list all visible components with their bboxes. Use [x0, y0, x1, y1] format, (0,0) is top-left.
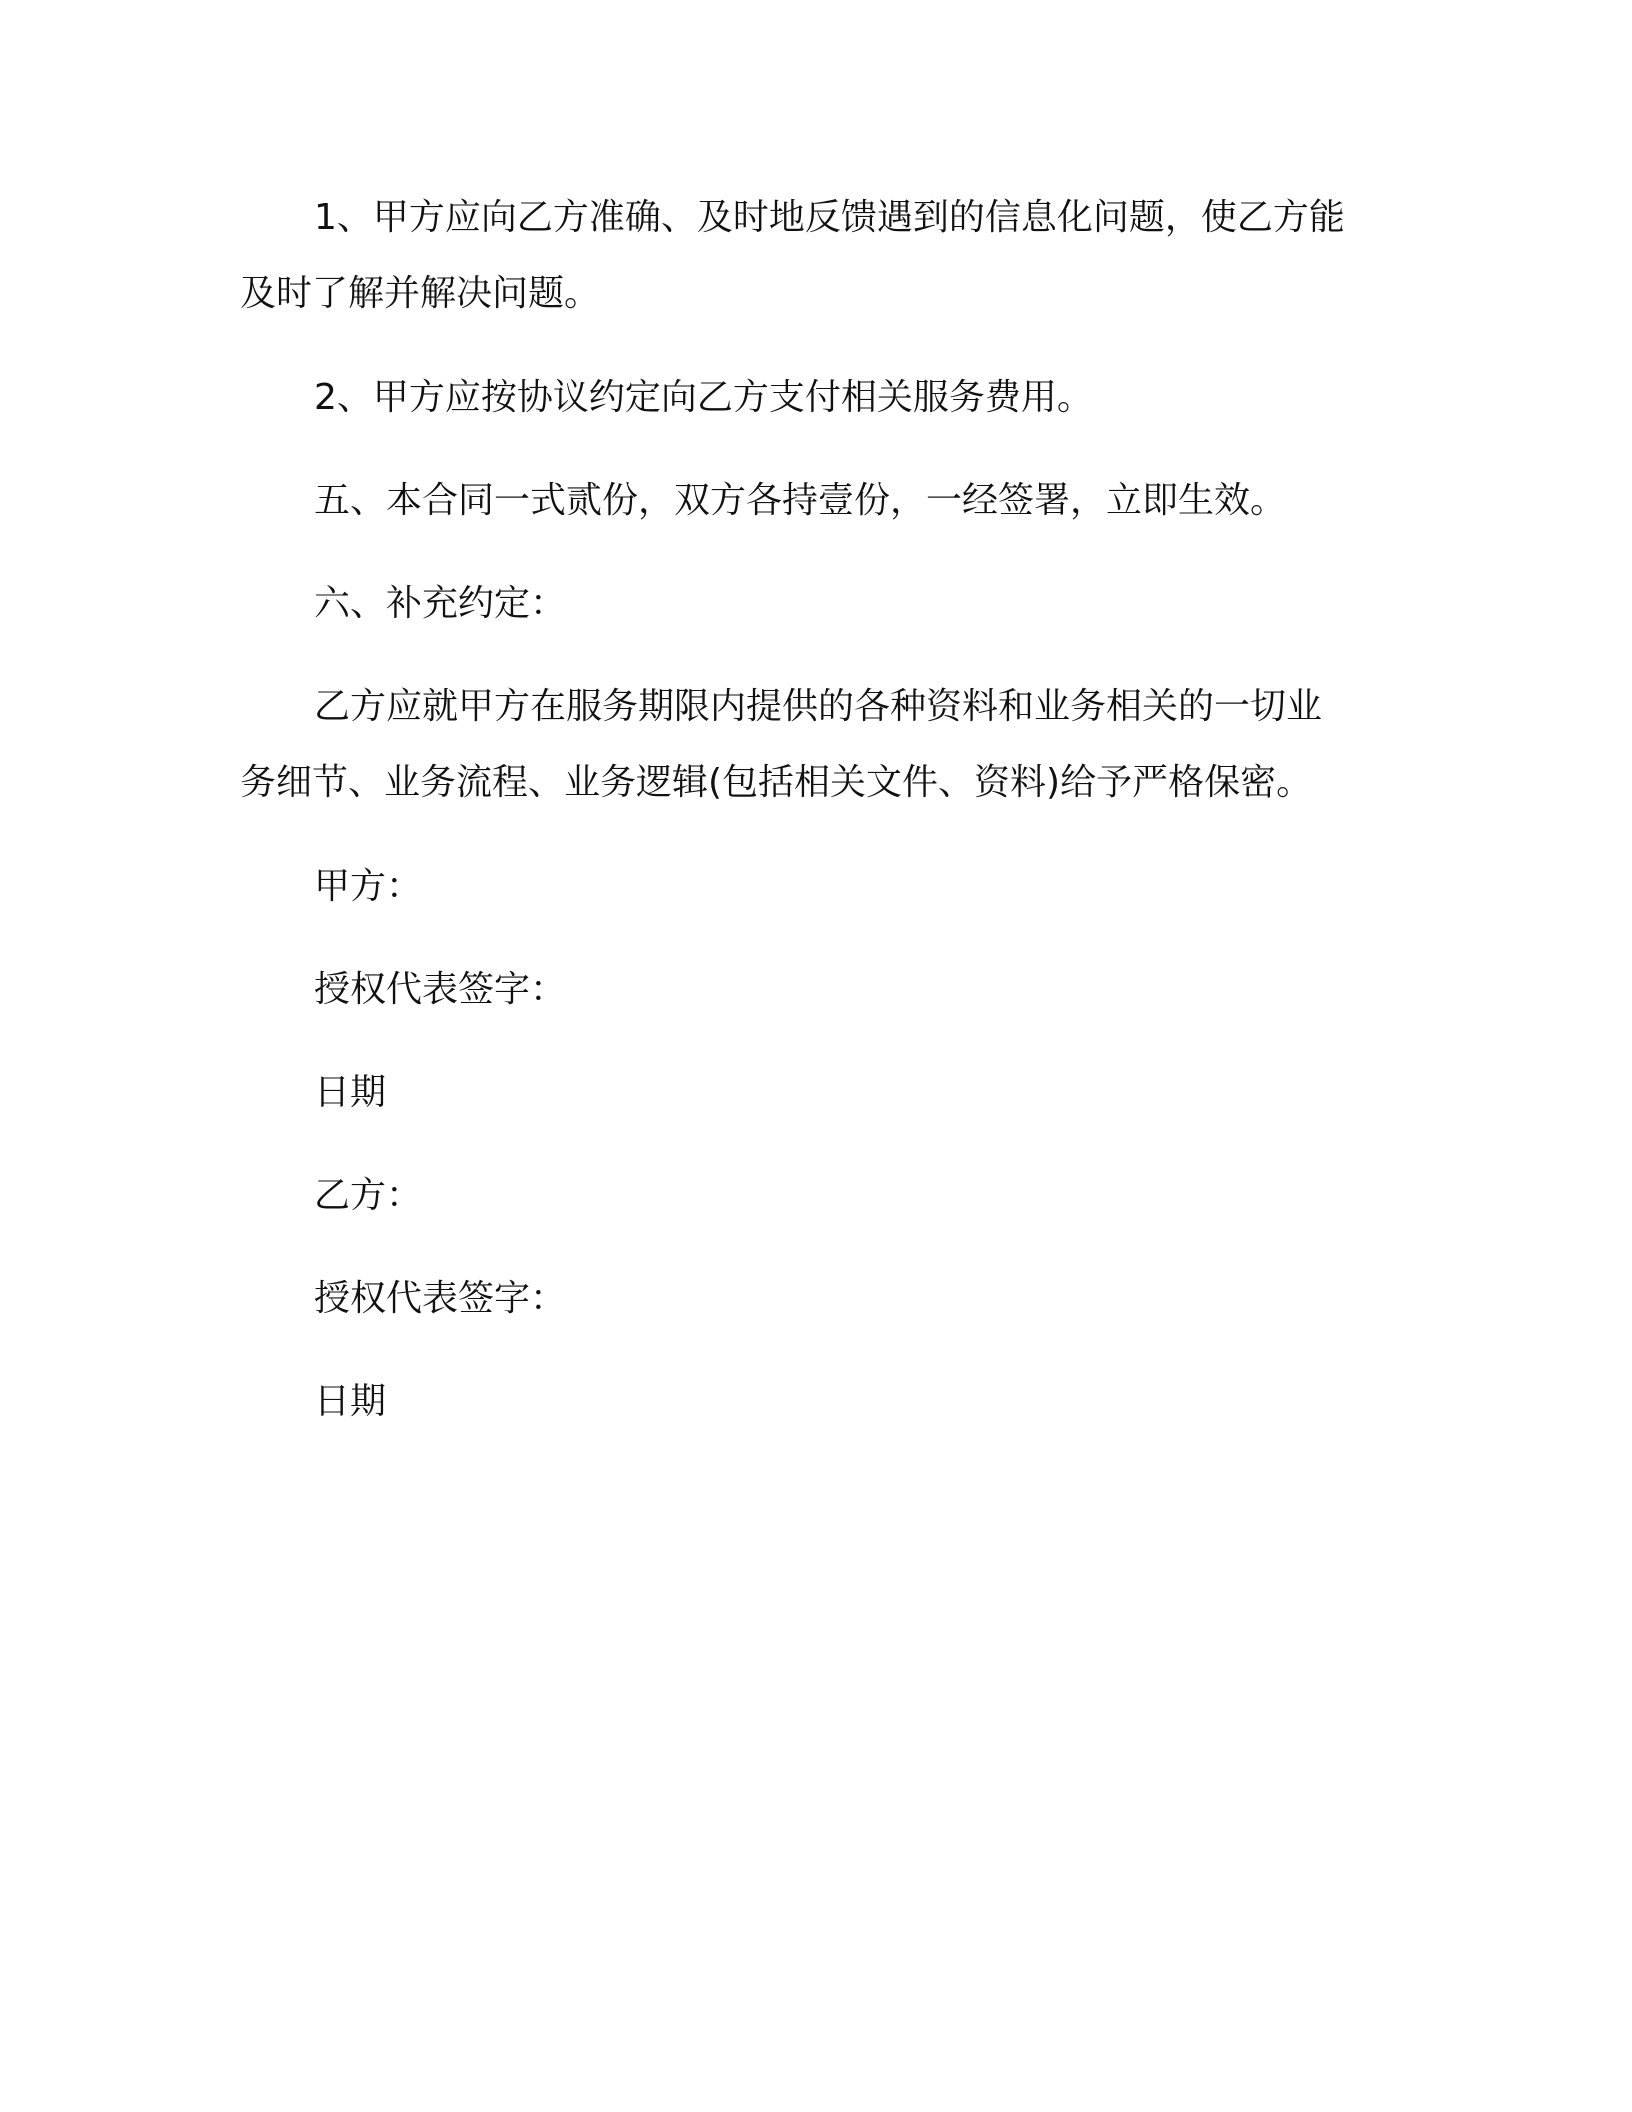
paragraph-line: 1、甲方应向乙方准确、及时地反馈遇到的信息化问题，使乙方能 — [314, 197, 1345, 238]
obligation-2-paragraph — [240, 360, 1380, 436]
paragraph-line: 务细节、业务流程、业务逻辑(包括相关文件、资料)给予严格保密。 — [240, 762, 1313, 803]
paragraph-line: 六、补充约定： — [314, 583, 567, 624]
party-a-label: 甲方： — [314, 866, 423, 907]
paragraph-line: 及时了解并解决问题。 — [240, 273, 601, 314]
party-b-label: 乙方： — [314, 1175, 423, 1216]
party-b-date-label: 日期 — [314, 1381, 387, 1422]
clause-6-body-paragraph — [240, 669, 1380, 821]
obligation-1-paragraph — [240, 180, 1380, 332]
clause-6-heading — [240, 566, 1380, 642]
paragraph-line: 乙方应就甲方在服务期限内提供的各种资料和业务相关的一切业 — [314, 686, 1323, 727]
clause-5-paragraph — [240, 463, 1380, 539]
party-b-signature-label: 授权代表签字： — [314, 1278, 567, 1319]
paragraph-line: 2、甲方应按协议约定向乙方支付相关服务费用。 — [314, 377, 1093, 418]
party-a-signature-label: 授权代表签字： — [314, 969, 567, 1010]
paragraph-line: 五、本合同一式贰份，双方各持壹份，一经签署，立即生效。 — [314, 480, 1287, 521]
party-a-date-label: 日期 — [314, 1072, 387, 1113]
